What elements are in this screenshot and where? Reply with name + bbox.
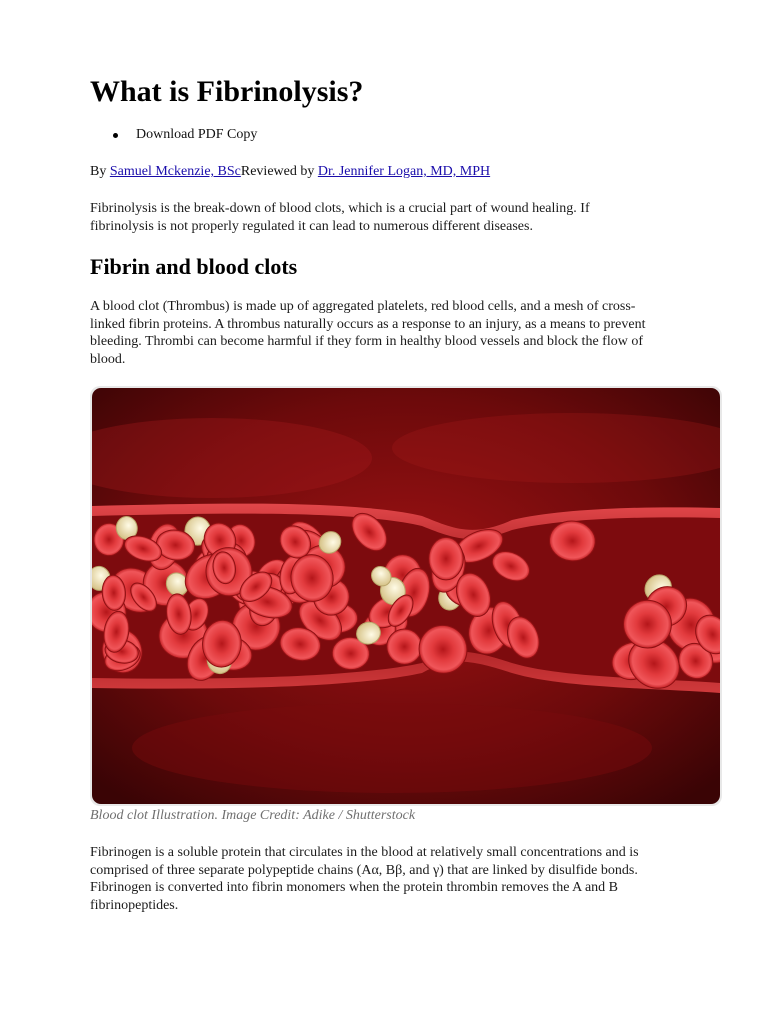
blood-clot-illustration bbox=[90, 386, 722, 806]
download-pdf-label: Download PDF Copy bbox=[136, 127, 258, 142]
byline-by-label: By bbox=[90, 164, 110, 179]
page-title: What is Fibrinolysis? bbox=[90, 75, 364, 108]
clot-line: linked fibrin proteins. A thrombus naturally occurs as a response to an injury, as a means to prevent bbox=[90, 316, 646, 332]
section-heading: Fibrin and blood clots bbox=[90, 254, 298, 279]
fibrinogen-line: fibrinopeptides. bbox=[90, 897, 179, 913]
author-link[interactable]: Samuel Mckenzie, BSc bbox=[109, 164, 241, 179]
blood-vessel-image bbox=[92, 388, 720, 804]
intro-paragraph bbox=[90, 200, 700, 235]
fibrinogen-paragraph bbox=[90, 844, 700, 914]
bullet-icon bbox=[113, 133, 118, 138]
clot-line: A blood clot (Thrombus) is made up of aggregated platelets, red blood cells, and a mesh of cross- bbox=[90, 299, 636, 314]
byline bbox=[90, 162, 490, 182]
download-pdf-link[interactable] bbox=[90, 124, 257, 146]
byline-reviewed-label: Reviewed by bbox=[240, 164, 318, 179]
red-blood-cell-shape bbox=[387, 629, 422, 664]
red-blood-cell-shape bbox=[429, 537, 464, 580]
clot-paragraph bbox=[90, 298, 700, 368]
clot-line: blood. bbox=[90, 351, 126, 367]
fibrinogen-line: comprised of three separate polypeptide chains (Aα, Bβ, and γ) that are linked by disulfide bonds. bbox=[90, 862, 638, 878]
fibrinogen-line: Fibrinogen is a soluble protein that circulates in the blood at relatively small concentrations and is bbox=[90, 845, 639, 860]
reviewer-link[interactable]: Dr. Jennifer Logan, MD, MPH bbox=[317, 164, 491, 179]
intro-line: Fibrinolysis is the break-down of blood clots, which is a crucial part of wound healing. If bbox=[90, 201, 590, 216]
actions-list bbox=[90, 124, 257, 146]
image-caption: Blood clot Illustration. Image Credit: Adike / Shutterstock bbox=[90, 808, 416, 823]
clot-line: bleeding. Thrombi can become harmful if they form in healthy blood vessels and block the flow of bbox=[90, 334, 643, 350]
fibrinogen-line: Fibrinogen is converted into fibrin monomers when the protein thrombin removes the A and B bbox=[90, 880, 619, 896]
intro-line: fibrinolysis is not properly regulated it can lead to numerous different diseases. bbox=[90, 218, 533, 234]
